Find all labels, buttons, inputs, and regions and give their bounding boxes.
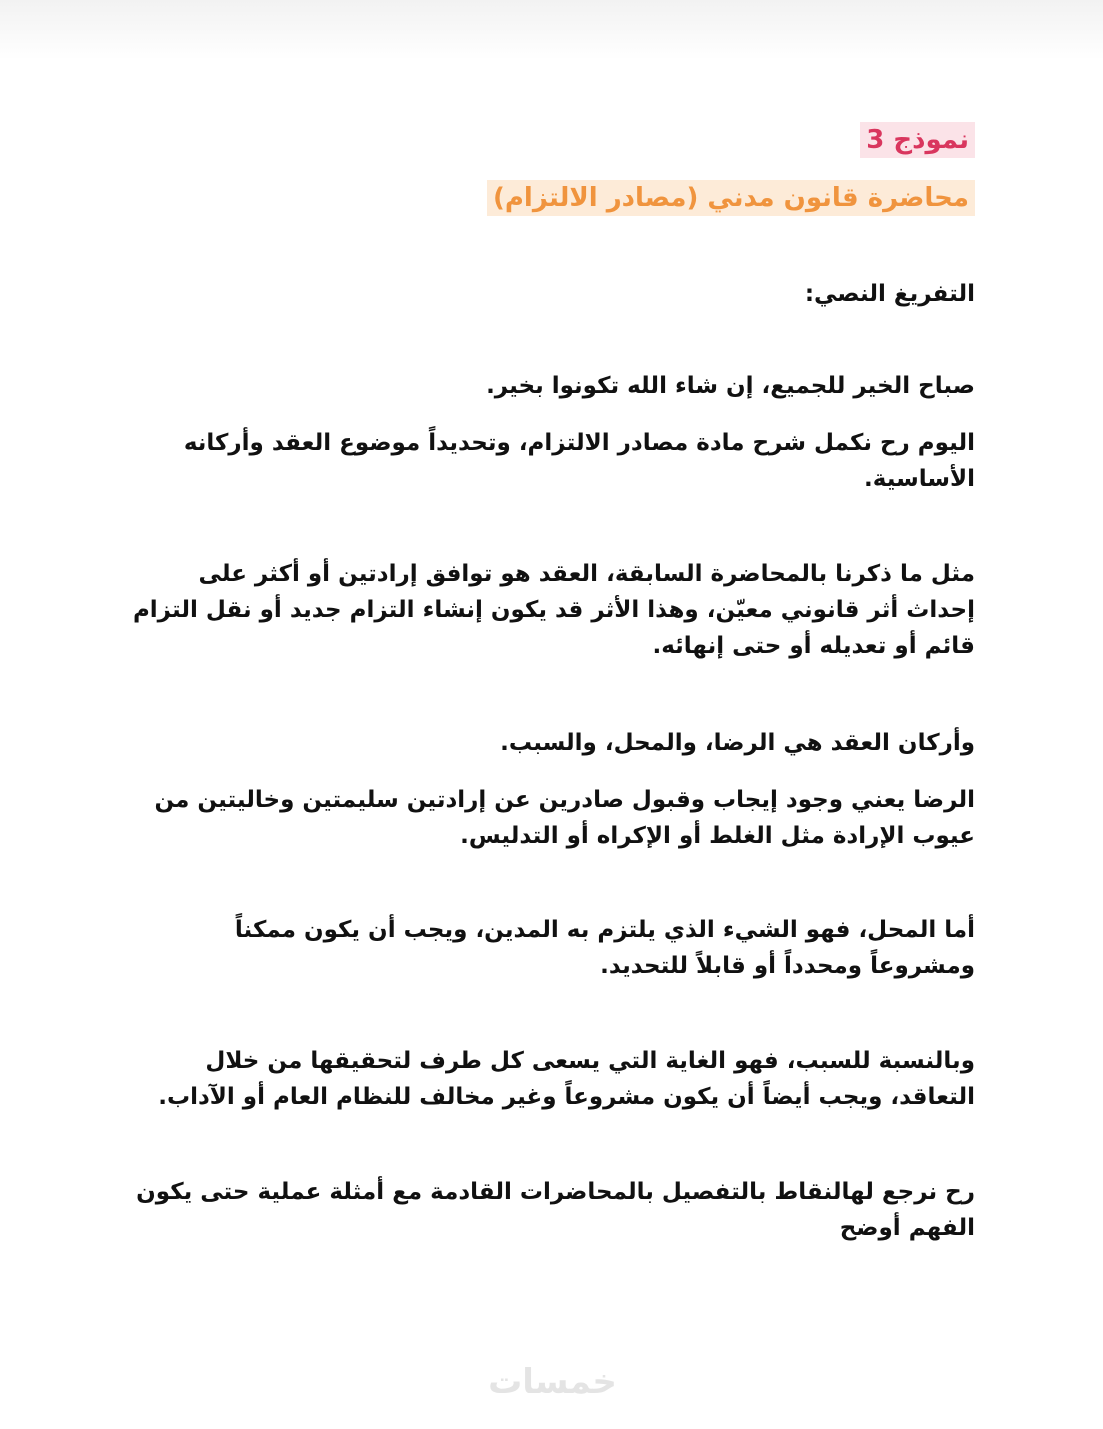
watermark-logo: خمسات (488, 1362, 617, 1402)
paragraph-subject: أما المحل، فهو الشيء الذي يلتزم به المدين، ويجب أن يكون ممكناً ومشروعاً ومحدداً أو قابلاً للتحديد. (234, 917, 975, 979)
lecture-title: محاضرة قانون مدني (مصادر الالتزام) (487, 180, 975, 216)
paragraph-intro: اليوم رح نكمل شرح مادة مصادر الالتزام، وتحديداً موضوع العقد وأركانه الأساسية. (183, 430, 975, 492)
top-shade (0, 0, 1103, 60)
paragraph-greeting: صباح الخير للجميع، إن شاء الله تكونوا بخير. (486, 373, 975, 399)
paragraph-closing: رح نرجع لهالنقاط بالتفصيل بالمحاضرات القادمة مع أمثلة عملية حتى يكون الفهم أوضح (136, 1179, 975, 1241)
paragraph-contract-pillars: وأركان العقد هي الرضا، والمحل، والسبب. (500, 730, 975, 756)
transcript-heading: التفريغ النصي: (804, 281, 975, 307)
paragraph-contract-definition: مثل ما ذكرنا بالمحاضرة السابقة، العقد هو توافق إرادتين أو أكثر على إحداث أثر قانوني معيّن، وهذا الأثر قد يكون إنشاء التزام جديد أو نقل التزام قائم أو تعديله أو حتى إنهائه. (132, 561, 975, 659)
paragraph-cause: وبالنسبة للسبب، فهو الغاية التي يسعى كل طرف لتحقيقها من خلال التعاقد، ويجب أيضاً أن يكون مشروعاً وغير مخالف للنظام العام أو الآداب. (158, 1048, 975, 1110)
model-label: نموذج 3 (860, 122, 975, 158)
paragraph-consent: الرضا يعني وجود إيجاب وقبول صادرين عن إرادتين سليمتين وخاليتين من عيوب الإرادة مثل الغلط أو الإكراه أو التدليس. (154, 787, 975, 849)
